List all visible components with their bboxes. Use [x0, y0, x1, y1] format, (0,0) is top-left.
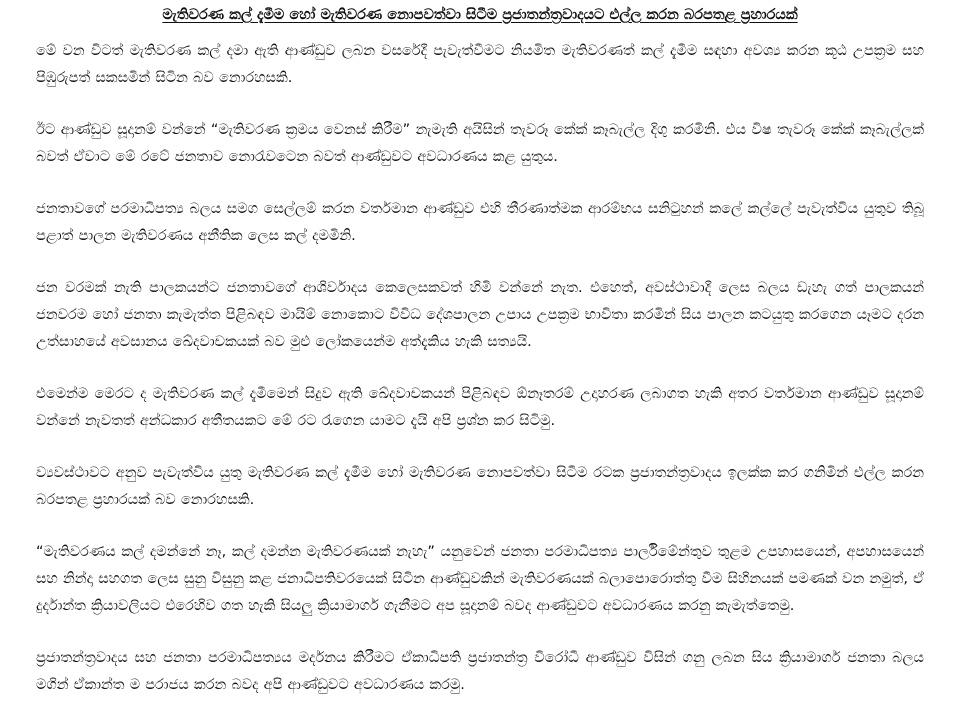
paragraph-4: ජන වරමක් නැති පාලකයන්ට ජනතාවගේ ආශිර්වාදය කෙලෙසකවත් හිමි වන්නේ නැත. එහෙත්, අවස්ථාවාදී ලෙස බලය ඩැහැ ගත් පාලකයන් ජනවරම හෝ ජනතා කැමැත්ත පිළිබඳව මායිම් නොකොට විවිධ දේශපාලන උපාය උපක්‍රම භාවිතා කරමින් සිය පාලන කටයුතු කරගෙන යෑමට දරන උත්සාහයේ අවසානය ඛේදවාචකයක් බව මුළු ලෝකයෙන්ම අත්දැකිය හැකි සත්‍යයි.: [36, 280, 924, 350]
document-body: [36, 38, 924, 720]
paragraph-8: ප්‍රජාතන්ත්‍රවාදය සහ ජනතා පරමාධිපත්‍යය මර්දනය කිරීමට ඒකාධිපති ප්‍රජාතන්ත්‍ර විරෝධී ආණ්ඩුව විසින් ගනු ලබන සිය ක්‍රියාමාර්ග ජනතා බලය මගින් ඒකාන්ත ම පරාජය කරන බවද අපි ආණ්ඩුවට අවධාරණය කරමු.: [36, 650, 924, 693]
paragraph-6: ව්‍යවස්ථාවට අනුව පැවැත්විය යුතු මැතිවරණ කල් දැමීම හෝ මැතිවරණ නොපවත්වා සිටීම රටක ප්‍රජාතන්ත්‍රවාදය ඉලක්ක කර ගනිමින් එල්ල කරන බරපතළ ප්‍රහාරයක් බව නොරහසකි.: [36, 465, 924, 508]
paragraph-2: ඊට ආණ්ඩුව සූදානම් වන්නේ “මැතිවරණ ක්‍රමය වෙනස් කිරීම” නැමැති අයිසින් තැවරූ කේක් කෑබැල්ල දිගු කරමිනි. එය විෂ තැවරූ කේක් කෑබැල්ලක් බවත් ඒවාට මේ රටේ ජනතාව නොරැවටෙන බවත් ආණ්ඩුවට අවධාරණය කළ යුතුය.: [36, 122, 924, 165]
document-title: මැතිවරණ කල් දැමීම හෝ මැතිවරණ නොපවත්වා සිටීම ප්‍රජාතන්ත්‍රවාදයට එල්ල කරන බරපතළ ප්‍රහාරයක්: [162, 7, 798, 23]
paragraph-7: “මැතිවරණය කල් දමන්නේ නෑ, කල් දමන්න මැතිවරණයක් නැහැ” යනුවෙන් ජනතා පරමාධිපත්‍ය පාර්ලිමේන්තුව තුළම උපහාසයෙන්, අපහාසයෙන් සහ නින්දා සහගත ලෙස සුනු විසුනු කළ ජනාධිපතිවරයෙක් සිටින ආණ්ඩුවකින් මැතිවරණයක් බලාපොරොත්තු වීම සිහිනයක් පමණක් වන නමුත්, ඒ දුර්දාන්ත ක්‍රියාවලියට එරෙහිව ගත හැකි සියලු ක්‍රියාමාර්ග ගැනීමට අප සූදානම් බවද ආණ්ඩුවට අවධාරණය කරනු කැමැත්තෙමු.: [36, 544, 924, 614]
paragraph-3: ජනතාවගේ පරමාධිපත්‍ය බලය සමග සෙල්ලම් කරන වර්තමාන ආණ්ඩුව එහි තීරණාත්මක ආරම්භය සනිටුහන් කලේ කල්ලේ පැවැත්විය යුතුව තිබූ පළාත් පාලන මැතිවරණය අනීතික ලෙස කල් දමමිනි.: [36, 201, 924, 244]
paragraph-1: මේ වන විටත් මැතිවරණ කල් දමා ඇති ආණ්ඩුව ලබන වසරේදී පැවැත්වීමට නියමිත මැතිවරණත් කල් දැමීම සඳහා අවශ්‍ය කරන කූඨ උපක්‍රම සහ පිඹුරුපත් සකසමින් සිටින බව නොරහසකි.: [36, 43, 924, 86]
paragraph-5: එමෙන්ම මෙරට ද මැතිවරණ කල් දැමීමෙන් සිදුව ඇති ඛේදවාචකයන් පිළිබඳව ඕනෑතරම් උදාහරණ ලබාගත හැකි අතර වර්තමාන ආණ්ඩුව සූදානම් වන්නේ නැවතත් අන්ධකාර අතීතයකට මේ රට රැගෙන යාමට දැයි අපි ප්‍රශ්න කර සිටිමු.: [36, 386, 924, 429]
